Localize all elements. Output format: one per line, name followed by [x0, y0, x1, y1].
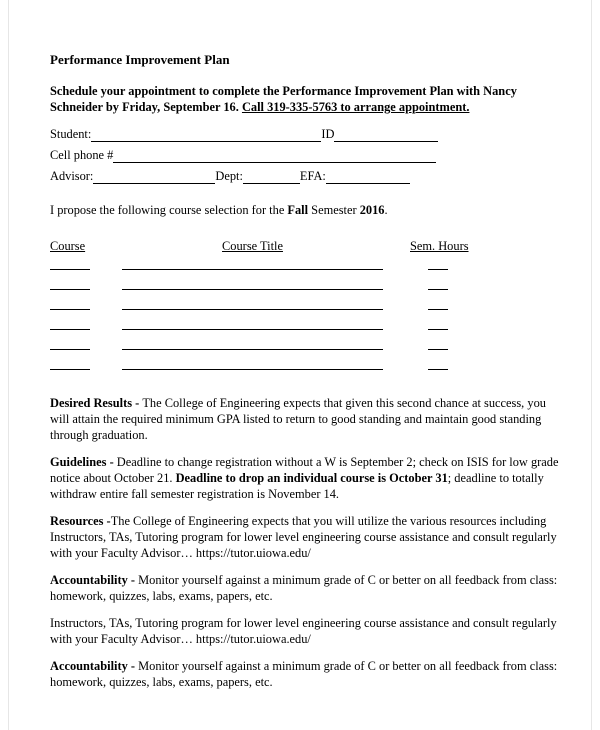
- desired-results-label: Desired Results: [50, 396, 133, 410]
- accountability-sep-2: -: [127, 659, 139, 673]
- sem-hours-blank[interactable]: [428, 368, 448, 370]
- student-info-fields: [50, 121, 565, 184]
- header-sem-hours: Sem. Hours: [410, 239, 469, 253]
- document-page: [8, 0, 592, 730]
- course-table-row: [50, 354, 565, 374]
- sem-hours-blank[interactable]: [428, 308, 448, 310]
- course-title-blank[interactable]: [122, 288, 383, 290]
- document-title: Performance Improvement Plan: [50, 52, 230, 67]
- propose-middle: Semester: [308, 203, 360, 217]
- advisor-line[interactable]: [93, 170, 215, 184]
- course-table-header: [50, 238, 565, 254]
- intro-text: Schedule your appointment to complete the Performance Improvement Plan with Nancy Schneider by Friday, September 16.: [50, 84, 517, 114]
- course-table-row: [50, 254, 565, 274]
- course-blank[interactable]: [50, 288, 90, 290]
- course-table-row: [50, 314, 565, 334]
- course-blank[interactable]: [50, 368, 90, 370]
- intro-call-text: Call 319-335-5763 to arrange appointment.: [241, 100, 470, 114]
- accountability-label: Accountability: [50, 573, 128, 587]
- resources-label: Resources: [50, 514, 104, 528]
- resources-text: The College of Engineering expects that you will utilize the various resources including Instructors, TAs, Tutoring program for lower level engineering course assistance and consult regularly with your Faculty Advisor… https://tutor.uiowa.edu/: [50, 514, 557, 560]
- course-title-blank[interactable]: [122, 328, 383, 330]
- guidelines-drop-deadline: Deadline to drop an individual course is October 31: [175, 471, 448, 485]
- propose-suffix: .: [384, 203, 388, 217]
- course-table-row: [50, 274, 565, 294]
- course-table-row: [50, 334, 565, 354]
- propose-year: 2016: [359, 203, 385, 217]
- efa-label: EFA:: [299, 169, 326, 183]
- guidelines-text-2: ; deadline to totally withdraw entire fall semester registration is November 14.: [50, 471, 544, 501]
- sem-hours-blank[interactable]: [428, 288, 448, 290]
- course-blank[interactable]: [50, 328, 90, 330]
- resources-section: [50, 513, 565, 561]
- course-title-blank[interactable]: [122, 308, 383, 310]
- guidelines-text-1: Deadline to change registration without a W is September 2; check on ISIS for low grade notice about October 21.: [50, 455, 559, 485]
- propose-term: Fall: [287, 203, 309, 217]
- resources-sep: -: [103, 514, 111, 528]
- accountability-text-2: Monitor yourself against a minimum grade of C or better on all feedback from class: homework, quizzes, labs, exams, papers, etc.: [50, 659, 558, 689]
- accountability-section-2: [50, 658, 565, 690]
- id-line[interactable]: [334, 128, 438, 142]
- accountability-sep: -: [127, 573, 139, 587]
- cell-row: [50, 142, 565, 163]
- propose-sentence: [50, 202, 565, 218]
- guidelines-section: [50, 454, 565, 502]
- accountability-section: [50, 572, 565, 604]
- accountability-text: Monitor yourself against a minimum grade of C or better on all feedback from class: homework, quizzes, labs, exams, papers, etc.: [50, 573, 558, 603]
- course-title-blank[interactable]: [122, 348, 383, 350]
- accountability-label-2: Accountability: [50, 659, 128, 673]
- instructors-text: Instructors, TAs, Tutoring program for lower level engineering course assistance and consult regularly with your Faculty Advisor… https://tutor.uiowa.edu/: [50, 616, 557, 646]
- advisor-label: Advisor:: [50, 169, 94, 183]
- propose-prefix: I propose the following course selection for the: [50, 203, 288, 217]
- course-title-blank[interactable]: [122, 268, 383, 270]
- student-label: Student:: [50, 127, 92, 141]
- efa-line[interactable]: [326, 170, 410, 184]
- desired-results-section: [50, 395, 565, 443]
- guidelines-label: Guidelines: [50, 455, 107, 469]
- dept-label: Dept:: [215, 169, 243, 183]
- sem-hours-blank[interactable]: [428, 268, 448, 270]
- guidelines-sep: -: [106, 455, 117, 469]
- course-title-blank[interactable]: [122, 368, 383, 370]
- instructors-section: [50, 615, 565, 647]
- course-blank[interactable]: [50, 348, 90, 350]
- document-content: [50, 52, 565, 690]
- sem-hours-blank[interactable]: [428, 328, 448, 330]
- course-blank[interactable]: [50, 308, 90, 310]
- course-table-row: [50, 294, 565, 314]
- cell-label: Cell phone #: [50, 148, 114, 162]
- intro-paragraph: [50, 83, 565, 115]
- student-line[interactable]: [91, 128, 321, 142]
- cell-line[interactable]: [113, 149, 436, 163]
- header-course: Course: [50, 239, 86, 253]
- dept-line[interactable]: [243, 170, 300, 184]
- sem-hours-blank[interactable]: [428, 348, 448, 350]
- desired-results-sep: -: [132, 396, 143, 410]
- student-row: [50, 121, 565, 142]
- header-course-title: Course Title: [222, 239, 283, 253]
- id-label: ID: [321, 127, 335, 141]
- advisor-row: [50, 163, 565, 184]
- course-table-rows: [50, 254, 565, 374]
- desired-results-text: The College of Engineering expects that given this second chance at success, you will attain the required minimum GPA listed to return to good standing and maintain good standing through graduation.: [50, 396, 546, 442]
- course-blank[interactable]: [50, 268, 90, 270]
